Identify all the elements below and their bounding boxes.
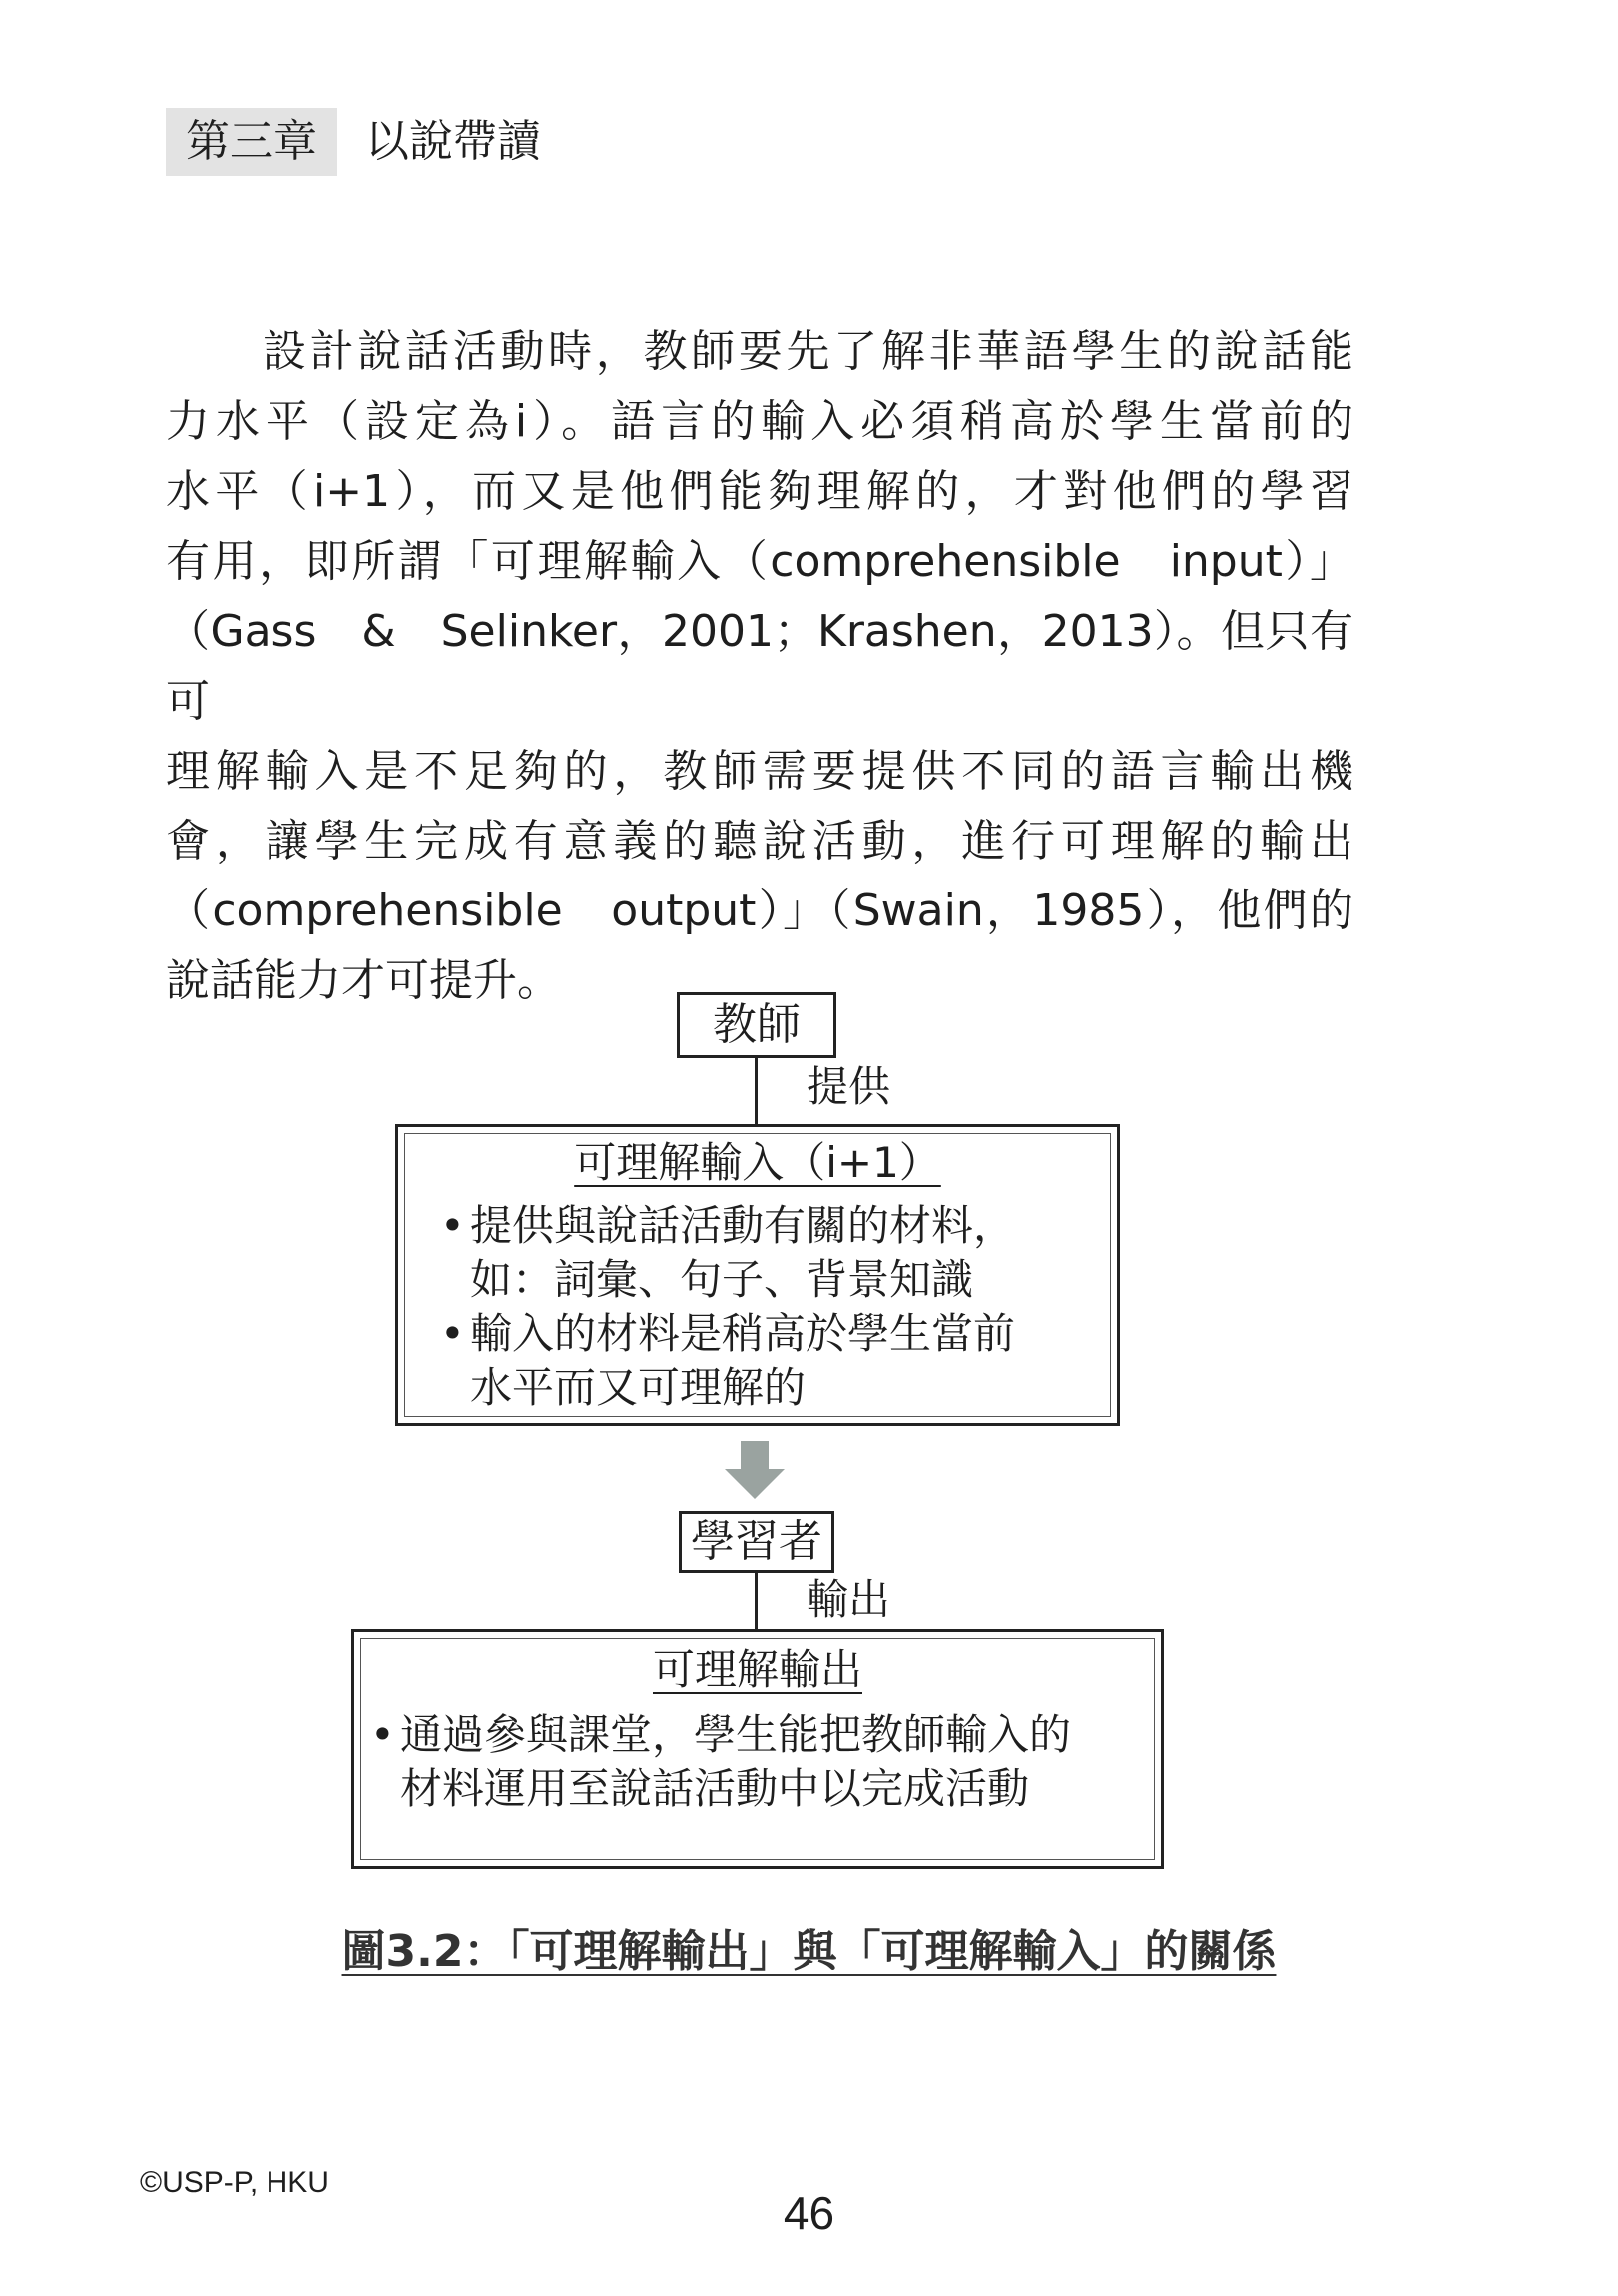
list-item xyxy=(368,1708,1071,1816)
bullet-icon: • xyxy=(440,1201,465,1250)
learner-label: 學習者 xyxy=(691,1516,822,1567)
input-heading-text: 可理解輸入（i+1） xyxy=(574,1138,941,1187)
page-number: 46 xyxy=(783,2187,835,2239)
figure-caption-text: 圖3.2：「可理解輸出」與「可理解輸入」的關係 xyxy=(341,1926,1277,1977)
paragraph-line: （Gass & Selinker，2001；Krashen，2013）。但只有可 xyxy=(166,606,1353,727)
comprehensible-input-box xyxy=(395,1124,1120,1426)
teacher-box xyxy=(677,992,836,1058)
bullet-text: 提供與說話活動有關的材料， xyxy=(470,1201,1016,1250)
bullet-text: 輸入的材料是稍高於學生當前 xyxy=(470,1309,1016,1358)
input-bullets xyxy=(438,1199,1015,1415)
comprehensible-output-box xyxy=(351,1629,1164,1869)
learner-connector xyxy=(755,1573,758,1631)
bullet-text: 材料運用至說話活動中以完成活動 xyxy=(400,1764,1030,1813)
copyright: ©USP-P, HKU xyxy=(140,2166,329,2199)
paragraph-line: 說話能力才可提升。 xyxy=(166,955,561,1006)
teacher-connector xyxy=(755,1058,758,1126)
paragraph-line: 力水平（設定為i）。語言的輸入必須稍高於學生當前的 xyxy=(166,396,1353,447)
input-heading xyxy=(398,1137,1117,1189)
bullet-text: 水平而又可理解的 xyxy=(470,1363,807,1412)
list-item xyxy=(438,1307,1015,1415)
output-bullets xyxy=(368,1708,1071,1816)
paragraph-line: 水平（i+1），而又是他們能夠理解的，才對他們的學習 xyxy=(166,466,1353,517)
output-label: 輸出 xyxy=(807,1575,891,1624)
paragraph-line: 會，讓學生完成有意義的聽說活動，進行可理解的輸出 xyxy=(166,816,1353,866)
list-item xyxy=(438,1199,1015,1307)
learner-box xyxy=(679,1511,834,1573)
down-arrow-icon xyxy=(723,1441,787,1501)
figure-caption xyxy=(0,1915,1618,1979)
down-arrow-shape xyxy=(725,1441,785,1499)
body-paragraph xyxy=(166,317,1353,1016)
bullet-text: 如：詞彙、句子、背景知識 xyxy=(470,1255,974,1304)
chapter-title: 以說帶讀 xyxy=(365,116,541,167)
paragraph-line: （comprehensible output）」（Swain，1985），他們的 xyxy=(166,885,1353,936)
provide-label: 提供 xyxy=(807,1062,891,1111)
bullet-icon: • xyxy=(370,1710,395,1759)
bullet-icon: • xyxy=(440,1309,465,1358)
teacher-label: 教師 xyxy=(713,999,801,1050)
output-heading xyxy=(354,1644,1161,1696)
chapter-tag: 第三章 xyxy=(166,108,337,176)
paragraph-line: 理解輸入是不足夠的，教師需要提供不同的語言輸出機 xyxy=(166,746,1353,797)
paragraph-line: 設計說話活動時，教師要先了解非華語學生的說話能 xyxy=(263,326,1353,377)
bullet-text: 通過參與課堂，學生能把教師輸入的 xyxy=(400,1710,1072,1759)
paragraph-line: 有用，即所謂「可理解輸入（comprehensible input）」 xyxy=(166,536,1353,587)
output-heading-text: 可理解輸出 xyxy=(652,1645,862,1694)
